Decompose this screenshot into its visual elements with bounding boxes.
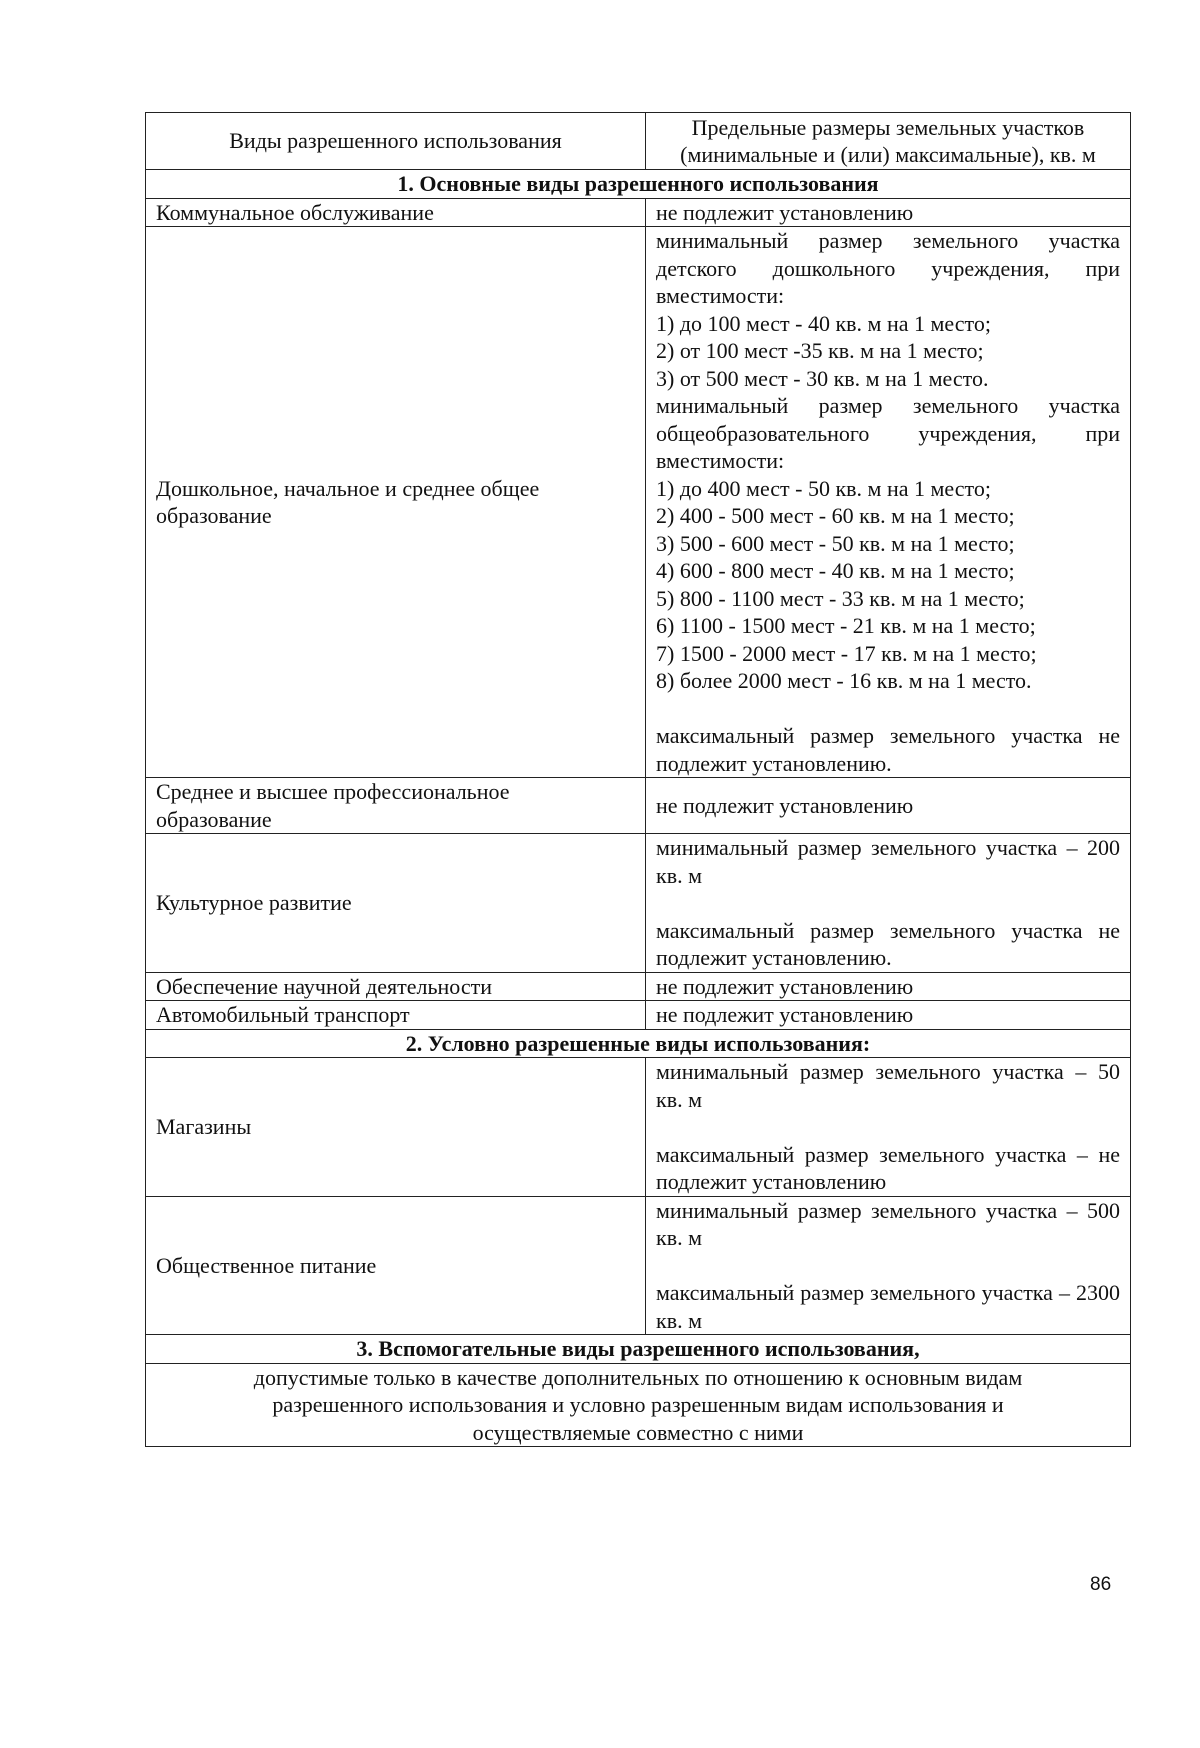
table-row [146,834,1131,973]
culture-size-max: максимальный размер земельного участка не подлежит установлению. [656,917,1120,970]
section1-title: 1. Основные виды разрешенного использования [146,170,1131,199]
table-row [146,778,1131,834]
land-use-table [145,112,1131,1447]
row-size-communal: не подлежит установлению [646,198,1131,227]
row-name-shops: Магазины [146,1058,646,1197]
education-size-line: 2) от 100 мест -35 кв. м на 1 место; [656,338,984,363]
education-size-line: 4) 600 - 800 мест - 40 кв. м на 1 место; [656,558,1015,583]
header-col2-line2: (минимальные и (или) максимальные), кв. м [680,142,1096,167]
education-size-line: минимальный размер земельного участка детского дошкольного учреждения, при вместимости: [656,228,1120,308]
row-size-culture [646,834,1131,973]
table-header-row [146,113,1131,170]
section3-note-line: разрешенного использования и условно разрешенным видам использования и [272,1392,1004,1417]
shops-size-min: минимальный размер земельного участка – 50 кв. м [656,1059,1120,1112]
section3-title: 3. Вспомогательные виды разрешенного использования, [146,1335,1131,1364]
catering-size-min: минимальный размер земельного участка – 500 кв. м [656,1197,1120,1250]
row-name-catering: Общественное питание [146,1196,646,1335]
header-col1-text: Виды разрешенного использования [229,128,562,154]
table-row [146,972,1131,1001]
table-row [146,227,1131,778]
row-size-catering [646,1196,1131,1335]
education-size-line: 5) 800 - 1100 мест - 33 кв. м на 1 место; [656,585,1025,611]
paragraph-gap [656,1113,1120,1141]
education-size-line: 2) 400 - 500 мест - 60 кв. м на 1 место; [656,503,1015,528]
table-row [146,1058,1131,1197]
education-size-line: 6) 1100 - 1500 мест - 21 кв. м на 1 место; [656,613,1036,638]
page-number: 86 [1090,1574,1112,1595]
section-title-row [146,170,1131,199]
education-size-line: 3) 500 - 600 мест - 50 кв. м на 1 место; [656,530,1015,556]
shops-size-max: максимальный размер земельного участка – не подлежит установлению [656,1141,1120,1194]
row-name-communal: Коммунальное обслуживание [146,198,646,227]
section2-title: 2. Условно разрешенные виды использования: [146,1029,1131,1058]
row-name-professional [146,778,646,834]
paragraph-gap [656,1252,1120,1280]
education-size-line: 3) от 500 мест - 30 кв. м на 1 место. [656,365,989,391]
section-title-row [146,1029,1131,1058]
table-row [146,1001,1131,1030]
education-size-line: минимальный размер земельного участка общеобразовательного учреждения, при вместимости: [656,393,1120,473]
education-size-line: 7) 1500 - 2000 мест - 17 кв. м на 1 место; [656,640,1037,666]
section-title-row [146,1335,1131,1364]
row-size-shops [646,1058,1131,1197]
row-size-science: не подлежит установлению [646,972,1131,1001]
section3-note-line: допустимые только в качестве дополнительных по отношению к основным видам [253,1364,1023,1390]
education-size-line: 1) до 400 мест - 50 кв. м на 1 место; [656,475,991,501]
section3-note [146,1363,1131,1447]
education-name-line1: Дошкольное, начальное и среднее общее [156,475,540,501]
professional-name-line2: образование [156,806,272,832]
row-size-professional: не подлежит установлению [646,778,1131,834]
row-name-transport: Автомобильный транспорт [146,1001,646,1030]
education-name-line2: образование [156,503,272,528]
education-size-line: 8) более 2000 мест - 16 кв. м на 1 место. [656,668,1032,693]
row-name-culture: Культурное развитие [146,834,646,973]
education-size-line: 1) до 100 мест - 40 кв. м на 1 место; [656,310,991,336]
header-permitted-use [146,113,646,170]
paragraph-gap [656,695,1120,723]
section3-note-line: осуществляемые совместно с ними [472,1419,804,1445]
catering-size-max: максимальный размер земельного участка – 2300 кв. м [656,1280,1120,1333]
header-col2-line1: Предельные размеры земельных участков [691,114,1085,140]
row-name-education [146,227,646,778]
header-plot-size [646,113,1131,170]
table-row [146,198,1131,227]
paragraph-gap [656,889,1120,917]
row-size-transport: не подлежит установлению [646,1001,1131,1030]
table-row [146,1196,1131,1335]
row-name-science: Обеспечение научной деятельности [146,972,646,1001]
table-row [146,1363,1131,1447]
professional-name-line1: Среднее и высшее профессиональное [156,779,510,804]
culture-size-min: минимальный размер земельного участка – 200 кв. м [656,835,1120,888]
row-size-education [646,227,1131,778]
education-size-line: максимальный размер земельного участка не подлежит установлению. [656,723,1120,776]
